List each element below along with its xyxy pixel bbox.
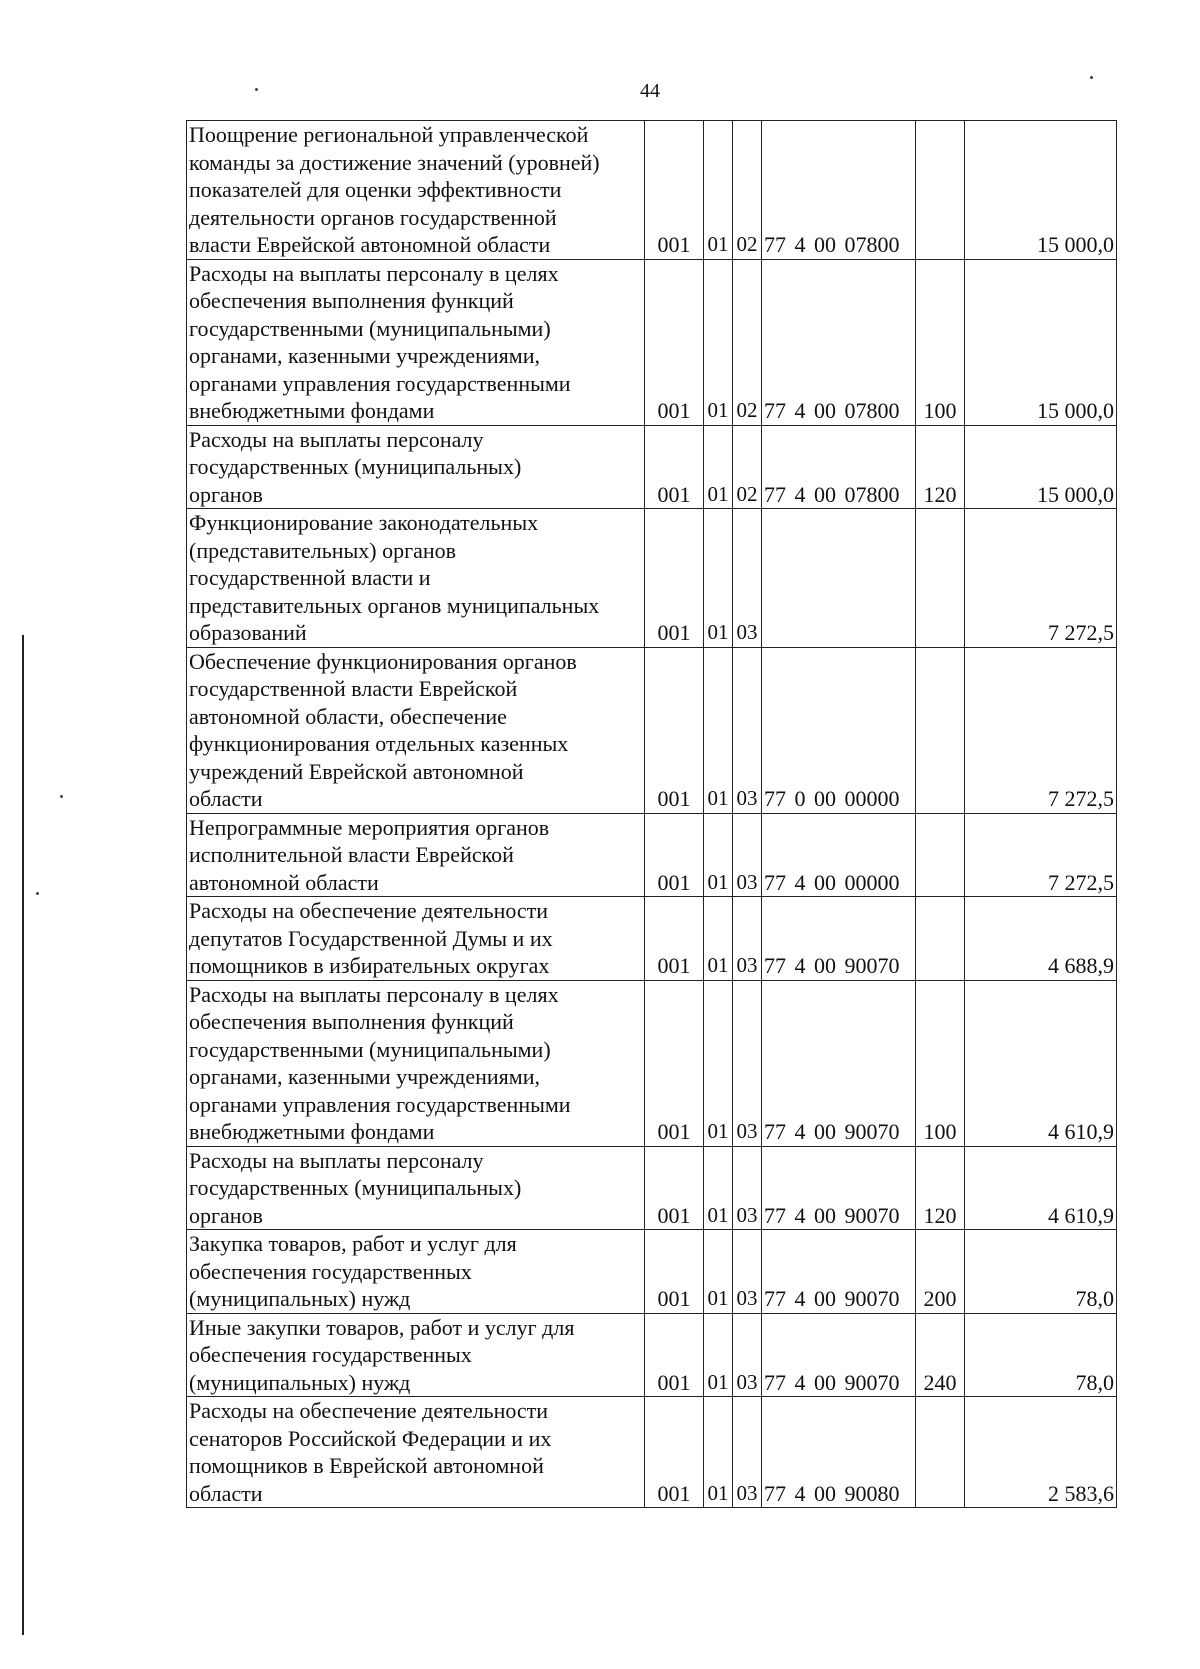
expense-name-line: обеспечения государственных bbox=[189, 1258, 472, 1284]
scan-speck bbox=[255, 88, 258, 91]
amount: 15 000,0 bbox=[965, 121, 1117, 260]
expense-name-line: органов bbox=[189, 481, 263, 507]
section-code: 01 bbox=[704, 1146, 733, 1230]
budget-table-body bbox=[187, 121, 1117, 1508]
target-article-code: 77 4 00 00000 bbox=[762, 813, 916, 897]
expense-name-line: автономной области bbox=[189, 869, 379, 895]
section-code: 01 bbox=[704, 647, 733, 813]
page-number: 44 bbox=[640, 80, 660, 102]
expense-name-line: сенаторов Российской Федерации и их bbox=[189, 1425, 552, 1451]
expense-name-line: (муниципальных) нужд bbox=[189, 1369, 411, 1395]
expense-name-line: образований bbox=[189, 620, 307, 645]
amount: 2 583,6 bbox=[965, 1397, 1117, 1508]
expense-name-line: депутатов Государственной Думы и их bbox=[189, 925, 553, 951]
expense-name-line: государственными (муниципальными) bbox=[189, 315, 551, 341]
expense-name-line: обеспечения выполнения функций bbox=[189, 1009, 514, 1034]
section-code: 01 bbox=[704, 813, 733, 897]
subsection-code: 02 bbox=[733, 425, 762, 509]
expense-type-code bbox=[916, 121, 965, 260]
subsection-code: 03 bbox=[733, 1397, 762, 1508]
expense-name-line: государственных (муниципальных) bbox=[189, 1175, 522, 1200]
amount: 4 610,9 bbox=[965, 1146, 1117, 1230]
expense-name-line: государственной власти и bbox=[189, 565, 431, 590]
target-article-code: 77 4 00 90070 bbox=[762, 1230, 916, 1314]
subsection-code: 03 bbox=[733, 647, 762, 813]
subsection-code: 03 bbox=[733, 813, 762, 897]
expense-name-line: (представительных) органов bbox=[189, 537, 457, 563]
subsection-code: 02 bbox=[733, 121, 762, 260]
table-row bbox=[187, 1313, 1117, 1397]
expense-name-line: органами управления государственными bbox=[189, 370, 571, 396]
scan-speck bbox=[36, 892, 39, 895]
table-row bbox=[187, 259, 1117, 425]
admin-code: 001 bbox=[645, 813, 704, 897]
admin-code: 001 bbox=[645, 1397, 704, 1508]
expense-name-line: Расходы на обеспечение деятельности bbox=[189, 898, 549, 923]
expense-name-line: Функционирование законодательных bbox=[189, 510, 539, 535]
expense-name-line: помощников в Еврейской автономной bbox=[189, 1453, 544, 1478]
expense-name-line: Расходы на обеспечение деятельности bbox=[189, 1398, 549, 1423]
expense-name-line: деятельности органов государственной bbox=[189, 204, 557, 230]
amount: 4 610,9 bbox=[965, 980, 1117, 1146]
amount: 78,0 bbox=[965, 1313, 1117, 1397]
expense-name-line: государственных (муниципальных) bbox=[189, 454, 522, 479]
expense-name bbox=[187, 1230, 645, 1314]
subsection-code: 03 bbox=[733, 1146, 762, 1230]
expense-name-line: внебюджетными фондами bbox=[189, 398, 435, 423]
budget-table bbox=[186, 120, 1117, 1508]
target-article-code: 77 4 00 90070 bbox=[762, 1146, 916, 1230]
expense-type-code: 120 bbox=[916, 1146, 965, 1230]
section-code: 01 bbox=[704, 509, 733, 648]
expense-type-code: 100 bbox=[916, 259, 965, 425]
expense-name-line: функционирования отдельных казенных bbox=[189, 731, 569, 756]
expense-name bbox=[187, 980, 645, 1146]
expense-type-code bbox=[916, 897, 965, 981]
amount: 15 000,0 bbox=[965, 425, 1117, 509]
expense-name-line: обеспечения государственных bbox=[189, 1342, 472, 1367]
section-code: 01 bbox=[704, 980, 733, 1146]
expense-type-code: 100 bbox=[916, 980, 965, 1146]
target-article-code: 77 4 00 90080 bbox=[762, 1397, 916, 1508]
expense-name bbox=[187, 813, 645, 897]
admin-code: 001 bbox=[645, 647, 704, 813]
amount: 15 000,0 bbox=[965, 259, 1117, 425]
expense-name-line: автономной области, обеспечение bbox=[189, 703, 507, 729]
expense-name bbox=[187, 259, 645, 425]
expense-type-code bbox=[916, 647, 965, 813]
admin-code: 001 bbox=[645, 1230, 704, 1314]
target-article-code: 77 4 00 07800 bbox=[762, 259, 916, 425]
admin-code: 001 bbox=[645, 897, 704, 981]
section-code: 01 bbox=[704, 1313, 733, 1397]
admin-code: 001 bbox=[645, 980, 704, 1146]
scan-edge-line bbox=[22, 635, 24, 1635]
expense-name-line: (муниципальных) нужд bbox=[189, 1286, 411, 1311]
table-row bbox=[187, 425, 1117, 509]
subsection-code: 03 bbox=[733, 980, 762, 1146]
expense-name-line: органами управления государственными bbox=[189, 1091, 571, 1117]
table-row bbox=[187, 897, 1117, 981]
expense-name-line: обеспечения выполнения функций bbox=[189, 288, 514, 313]
expense-name-line: государственными (муниципальными) bbox=[189, 1036, 551, 1062]
subsection-code: 03 bbox=[733, 509, 762, 648]
table-row bbox=[187, 813, 1117, 897]
expense-type-code: 240 bbox=[916, 1313, 965, 1397]
target-article-code: 77 0 00 00000 bbox=[762, 647, 916, 813]
expense-name-line: помощников в избирательных округах bbox=[189, 953, 550, 978]
expense-name-line: органов bbox=[189, 1202, 263, 1228]
subsection-code: 03 bbox=[733, 897, 762, 981]
target-article-code: 77 4 00 90070 bbox=[762, 1313, 916, 1397]
expense-name-line: государственной власти Еврейской bbox=[189, 676, 518, 701]
subsection-code: 03 bbox=[733, 1313, 762, 1397]
admin-code: 001 bbox=[645, 121, 704, 260]
expense-name-line: Поощрение региональной управленческой bbox=[189, 122, 589, 147]
expense-type-code: 120 bbox=[916, 425, 965, 509]
expense-name-line: исполнительной власти Еврейской bbox=[189, 842, 514, 867]
expense-name-line: Расходы на выплаты персоналу bbox=[189, 426, 484, 452]
admin-code: 001 bbox=[645, 509, 704, 648]
section-code: 01 bbox=[704, 425, 733, 509]
expense-name-line: внебюджетными фондами bbox=[189, 1119, 435, 1144]
table-row bbox=[187, 980, 1117, 1146]
subsection-code: 03 bbox=[733, 1230, 762, 1314]
scan-speck bbox=[1090, 76, 1093, 79]
expense-name bbox=[187, 121, 645, 260]
subsection-code: 02 bbox=[733, 259, 762, 425]
target-article-code bbox=[762, 509, 916, 648]
expense-name-line: Непрограммные мероприятия органов bbox=[189, 814, 550, 840]
amount: 4 688,9 bbox=[965, 897, 1117, 981]
section-code: 01 bbox=[704, 1230, 733, 1314]
expense-name bbox=[187, 509, 645, 648]
expense-name-line: области bbox=[189, 786, 263, 811]
expense-name-line: Расходы на выплаты персоналу в целях bbox=[189, 981, 559, 1007]
amount: 78,0 bbox=[965, 1230, 1117, 1314]
table-row bbox=[187, 1397, 1117, 1508]
expense-name-line: области bbox=[189, 1480, 263, 1506]
scan-speck bbox=[60, 795, 63, 798]
admin-code: 001 bbox=[645, 1313, 704, 1397]
section-code: 01 bbox=[704, 259, 733, 425]
table-row bbox=[187, 647, 1117, 813]
target-article-code: 77 4 00 90070 bbox=[762, 980, 916, 1146]
admin-code: 001 bbox=[645, 259, 704, 425]
expense-type-code: 200 bbox=[916, 1230, 965, 1314]
expense-name bbox=[187, 1146, 645, 1230]
amount: 7 272,5 bbox=[965, 509, 1117, 648]
table-row bbox=[187, 1146, 1117, 1230]
amount: 7 272,5 bbox=[965, 647, 1117, 813]
expense-name-line: показателей для оценки эффективности bbox=[189, 177, 562, 202]
table-row bbox=[187, 1230, 1117, 1314]
expense-name-line: Иные закупки товаров, работ и услуг для bbox=[189, 1314, 575, 1340]
table-row bbox=[187, 509, 1117, 648]
section-code: 01 bbox=[704, 1397, 733, 1508]
expense-name-line: Закупка товаров, работ и услуг для bbox=[189, 1231, 517, 1256]
expense-type-code bbox=[916, 1397, 965, 1508]
target-article-code: 77 4 00 07800 bbox=[762, 425, 916, 509]
target-article-code: 77 4 00 07800 bbox=[762, 121, 916, 260]
expense-name-line: представительных органов муниципальных bbox=[189, 592, 600, 618]
section-code: 01 bbox=[704, 121, 733, 260]
expense-name-line: команды за достижение значений (уровней) bbox=[189, 149, 600, 175]
expense-type-code bbox=[916, 813, 965, 897]
expense-name-line: органами, казенными учреждениями, bbox=[189, 1064, 540, 1089]
expense-name-line: Расходы на выплаты персоналу bbox=[189, 1147, 484, 1173]
table-row bbox=[187, 121, 1117, 260]
expense-name-line: учреждений Еврейской автономной bbox=[189, 758, 524, 784]
expense-name bbox=[187, 1313, 645, 1397]
expense-type-code bbox=[916, 509, 965, 648]
admin-code: 001 bbox=[645, 1146, 704, 1230]
expense-name-line: органами, казенными учреждениями, bbox=[189, 343, 540, 368]
expense-name-line: Обеспечение функционирования органов bbox=[189, 648, 577, 674]
admin-code: 001 bbox=[645, 425, 704, 509]
amount: 7 272,5 bbox=[965, 813, 1117, 897]
expense-name-line: Расходы на выплаты персоналу в целях bbox=[189, 260, 559, 286]
section-code: 01 bbox=[704, 897, 733, 981]
expense-name bbox=[187, 897, 645, 981]
expense-name bbox=[187, 425, 645, 509]
target-article-code: 77 4 00 90070 bbox=[762, 897, 916, 981]
expense-name-line: власти Еврейской автономной области bbox=[189, 232, 551, 257]
expense-name bbox=[187, 1397, 645, 1508]
expense-name bbox=[187, 647, 645, 813]
